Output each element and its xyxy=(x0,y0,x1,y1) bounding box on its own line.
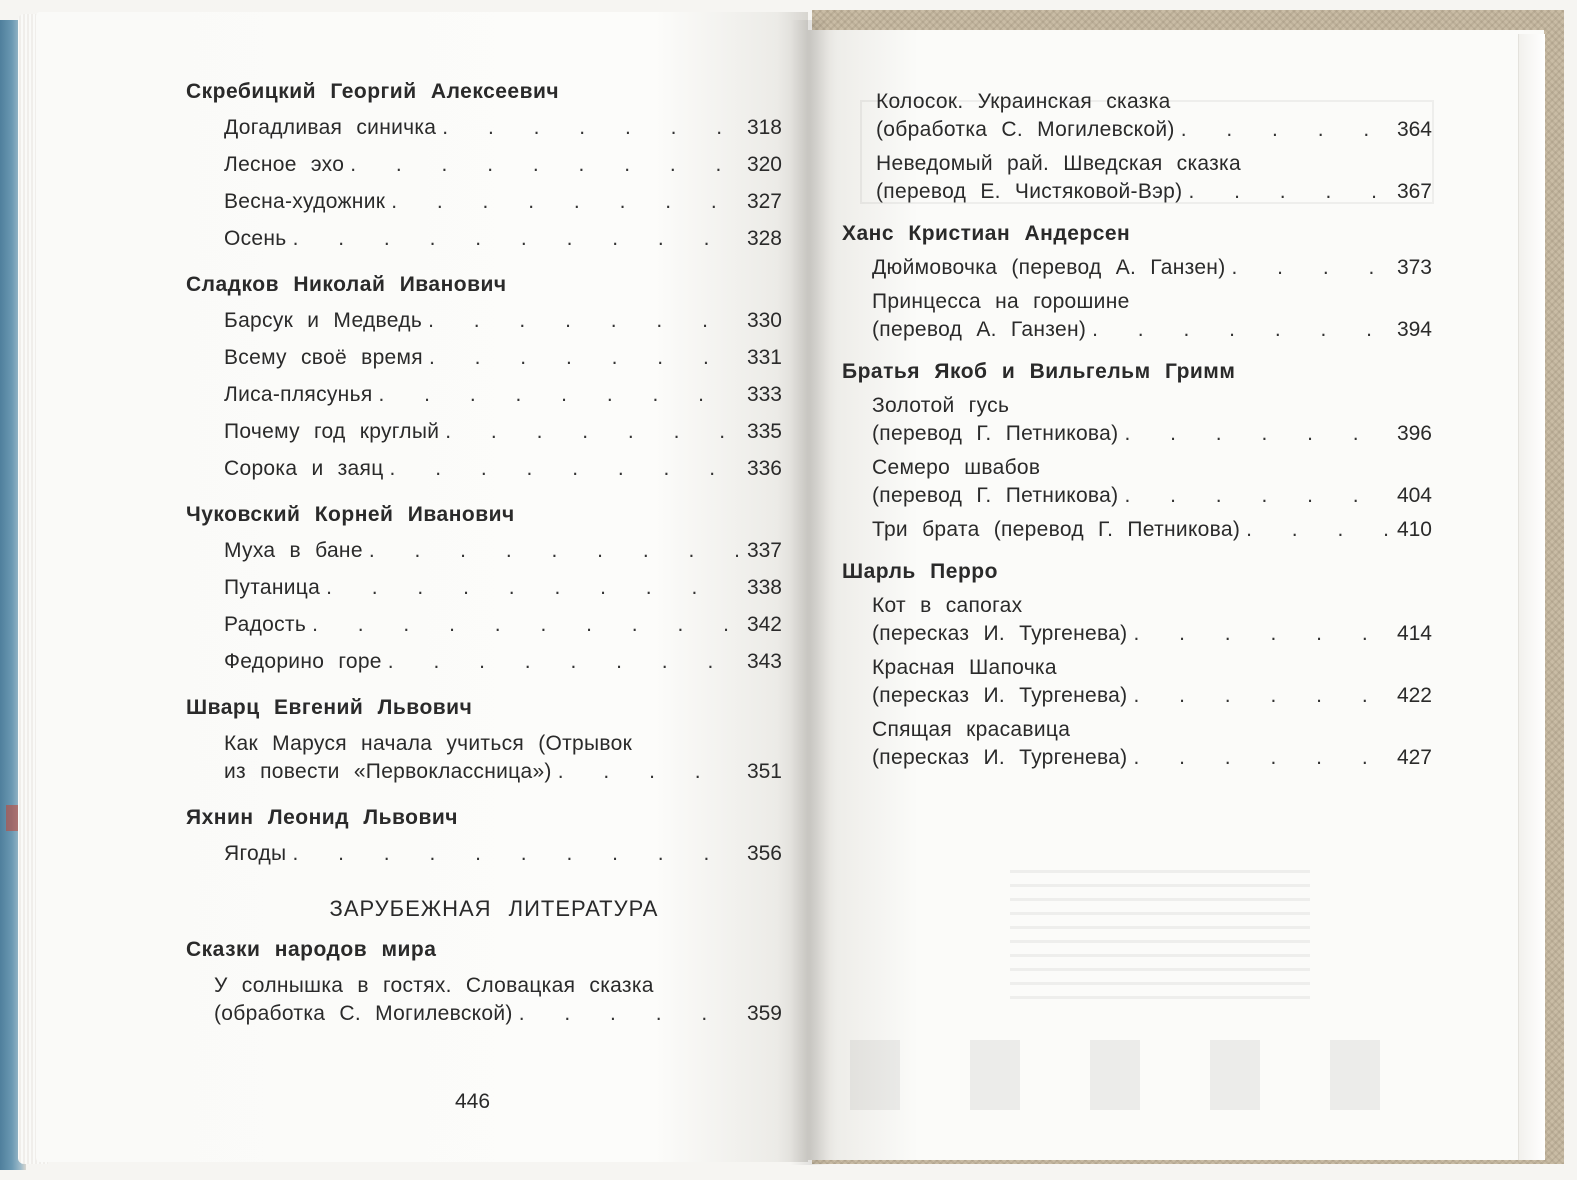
leader-dots xyxy=(391,188,738,216)
entry-page-number: 338 xyxy=(746,576,782,599)
toc-entry-line xyxy=(224,114,782,142)
toc-entry xyxy=(224,381,782,409)
toc-entry xyxy=(224,188,782,216)
leader-dots xyxy=(369,537,738,565)
toc-entry-line xyxy=(872,744,1432,772)
spine-shadow xyxy=(790,20,830,1165)
toc-entry-line xyxy=(224,418,782,446)
show-through-lines xyxy=(1010,870,1310,1000)
toc-entry-line xyxy=(872,454,1432,482)
leader-dots xyxy=(445,418,738,446)
entry-title: Осень xyxy=(224,227,287,250)
toc-entry-line xyxy=(224,344,782,372)
entry-page-number: 330 xyxy=(746,309,782,332)
toc-entry-line xyxy=(224,611,782,639)
toc-entry-line xyxy=(872,316,1432,344)
toc-entry xyxy=(876,88,1432,144)
author-heading: Шварц Евгений Львович xyxy=(186,696,473,719)
leader-dots xyxy=(1133,620,1388,648)
entry-page-number: 337 xyxy=(746,539,782,562)
toc-entry-line xyxy=(872,516,1432,544)
entry-title: Путаница xyxy=(224,576,321,599)
entry-title: (пересказ И. Тургенева) xyxy=(872,684,1128,707)
toc-entry-line xyxy=(872,620,1432,648)
toc-entry xyxy=(214,972,782,1028)
entry-title: Спящая красавица xyxy=(872,718,1071,741)
leader-dots xyxy=(1133,682,1388,710)
toc-entry xyxy=(224,537,782,565)
leader-dots xyxy=(1232,254,1389,282)
entry-page-number: 336 xyxy=(746,457,782,480)
toc-entry-line xyxy=(872,288,1432,316)
toc-entry-line xyxy=(224,381,782,409)
entry-title: (обработка С. Могилевской) xyxy=(214,1002,513,1025)
toc-entry xyxy=(224,455,782,483)
page-number: 446 xyxy=(455,1090,491,1113)
toc-entry-line xyxy=(224,758,782,786)
leader-dots xyxy=(326,574,738,602)
toc-entry-line xyxy=(224,225,782,253)
toc-entry-line xyxy=(214,972,782,1000)
toc-entry-line xyxy=(872,716,1432,744)
toc-entry-line xyxy=(224,840,782,868)
leader-dots xyxy=(350,151,738,179)
leader-dots xyxy=(1181,116,1388,144)
toc-entry xyxy=(872,654,1432,710)
entry-title: Золотой гусь xyxy=(872,394,1010,417)
right-page-edge xyxy=(1518,34,1545,1160)
entry-page-number: 364 xyxy=(1396,118,1432,141)
leader-dots xyxy=(1092,316,1388,344)
entry-page-number: 414 xyxy=(1396,622,1432,645)
leader-dots xyxy=(558,758,738,786)
leader-dots xyxy=(292,840,738,868)
toc-entry xyxy=(872,516,1432,544)
entry-title: (перевод Е. Чистяковой-Вэр) xyxy=(876,180,1183,203)
leader-dots xyxy=(442,114,738,142)
toc-entry xyxy=(224,418,782,446)
entry-page-number: 328 xyxy=(746,227,782,250)
leader-dots xyxy=(1133,744,1388,772)
leader-dots xyxy=(312,611,738,639)
entry-title: Лесное эхо xyxy=(224,153,345,176)
toc-entry-line xyxy=(872,682,1432,710)
entry-title: Как Маруся начала учиться (Отрывок xyxy=(224,732,633,755)
entry-page-number: 351 xyxy=(746,760,782,783)
author-heading: Сказки народов мира xyxy=(186,938,437,961)
entry-title: Неведомый рай. Шведская сказка xyxy=(876,152,1241,175)
toc-entry xyxy=(224,225,782,253)
leader-dots xyxy=(390,455,738,483)
toc-entry xyxy=(224,344,782,372)
entry-page-number: 373 xyxy=(1396,256,1432,279)
toc-entry-line xyxy=(214,1000,782,1028)
toc-entry xyxy=(224,574,782,602)
entry-title: Кот в сапогах xyxy=(872,594,1023,617)
entry-title: Муха в бане xyxy=(224,539,363,562)
toc-entry-line xyxy=(224,730,782,758)
toc-entry-line xyxy=(876,116,1432,144)
show-through-qr-codes xyxy=(850,1040,1410,1110)
entry-title: Колосок. Украинская сказка xyxy=(876,90,1171,113)
entry-title: Семеро швабов xyxy=(872,456,1041,479)
leader-dots xyxy=(379,381,739,409)
entry-page-number: 318 xyxy=(746,116,782,139)
author-heading: Братья Якоб и Вильгельм Гримм xyxy=(842,360,1236,383)
toc-entry-line xyxy=(872,420,1432,448)
entry-page-number: 327 xyxy=(746,190,782,213)
toc-entry-line xyxy=(224,537,782,565)
toc-entry xyxy=(224,730,782,786)
entry-page-number: 396 xyxy=(1396,422,1432,445)
entry-page-number: 359 xyxy=(746,1002,782,1025)
entry-page-number: 410 xyxy=(1396,518,1432,541)
toc-entry-line xyxy=(872,254,1432,282)
table-of-contents-left xyxy=(186,80,782,1028)
section-heading: ЗАРУБЕЖНАЯ ЛИТЕРАТУРА xyxy=(329,896,659,921)
toc-entry xyxy=(872,254,1432,282)
entry-title: Догадливая синичка xyxy=(224,116,437,139)
entry-title: Красная Шапочка xyxy=(872,656,1057,679)
entry-title: Весна-художник xyxy=(224,190,386,213)
toc-entry-line xyxy=(224,307,782,335)
entry-title: Всему своё время xyxy=(224,346,423,369)
entry-page-number: 335 xyxy=(746,420,782,443)
entry-page-number: 367 xyxy=(1396,180,1432,203)
entry-title: (обработка С. Могилевской) xyxy=(876,118,1175,141)
toc-entry xyxy=(224,840,782,868)
leader-dots xyxy=(428,307,738,335)
table-of-contents-right xyxy=(842,88,1432,772)
toc-entry xyxy=(224,114,782,142)
toc-entry-line xyxy=(224,151,782,179)
leader-dots xyxy=(1246,516,1388,544)
entry-title: Радость xyxy=(224,613,307,636)
entry-title: (пересказ И. Тургенева) xyxy=(872,746,1128,769)
leader-dots xyxy=(388,648,738,676)
toc-entry xyxy=(224,648,782,676)
entry-title: (перевод Г. Петникова) xyxy=(872,422,1119,445)
entry-page-number: 404 xyxy=(1396,484,1432,507)
author-heading: Яхнин Леонид Львович xyxy=(186,806,459,829)
leader-dots xyxy=(1124,482,1388,510)
toc-entry-line xyxy=(872,592,1432,620)
leader-dots xyxy=(1188,178,1388,206)
entry-title: Дюймовочка (перевод А. Ганзен) xyxy=(872,256,1226,279)
toc-entry-line xyxy=(224,188,782,216)
entry-title: Три брата (перевод Г. Петникова) xyxy=(872,518,1241,541)
leader-dots xyxy=(293,225,738,253)
author-heading: Скребицкий Георгий Алексеевич xyxy=(186,80,560,103)
toc-entry-line xyxy=(876,150,1432,178)
entry-page-number: 342 xyxy=(746,613,782,636)
author-heading: Чуковский Корней Иванович xyxy=(186,503,515,526)
entry-page-number: 427 xyxy=(1396,746,1432,769)
entry-title: Лиса-плясунья xyxy=(224,383,373,406)
entry-page-number: 333 xyxy=(746,383,782,406)
entry-title: (перевод Г. Петникова) xyxy=(872,484,1119,507)
toc-entry xyxy=(224,307,782,335)
toc-entry xyxy=(876,150,1432,206)
author-heading: Ханс Кристиан Андерсен xyxy=(842,222,1131,245)
toc-entry-line xyxy=(872,482,1432,510)
entry-title: Ягоды xyxy=(224,842,287,865)
author-heading: Шарль Перро xyxy=(842,560,998,583)
leader-dots xyxy=(1124,420,1388,448)
toc-entry-line xyxy=(224,574,782,602)
toc-entry xyxy=(224,611,782,639)
entry-title: У солнышка в гостях. Словацкая сказка xyxy=(214,974,654,997)
toc-entry-line xyxy=(872,392,1432,420)
entry-title: Барсук и Медведь xyxy=(224,309,423,332)
toc-entry-line xyxy=(872,654,1432,682)
entry-page-number: 356 xyxy=(746,842,782,865)
entry-page-number: 422 xyxy=(1396,684,1432,707)
toc-entry-line xyxy=(224,648,782,676)
entry-page-number: 394 xyxy=(1396,318,1432,341)
entry-page-number: 343 xyxy=(746,650,782,673)
toc-entry-line xyxy=(224,455,782,483)
author-heading: Сладков Николай Иванович xyxy=(186,273,507,296)
entry-title: Принцесса на горошине xyxy=(872,290,1130,313)
entry-title: (перевод А. Ганзен) xyxy=(872,318,1087,341)
entry-title: Почему год круглый xyxy=(224,420,440,443)
entry-page-number: 320 xyxy=(746,153,782,176)
entry-title: Сорока и заяц xyxy=(224,457,384,480)
entry-title: Федорино горе xyxy=(224,650,382,673)
toc-entry xyxy=(872,716,1432,772)
leader-dots xyxy=(519,1000,738,1028)
toc-entry xyxy=(872,392,1432,448)
leader-dots xyxy=(429,344,738,372)
toc-entry-line xyxy=(876,178,1432,206)
toc-entry-line xyxy=(876,88,1432,116)
toc-entry xyxy=(872,288,1432,344)
entry-page-number: 331 xyxy=(746,346,782,369)
toc-entry xyxy=(872,592,1432,648)
toc-entry xyxy=(872,454,1432,510)
toc-entry xyxy=(224,151,782,179)
entry-title: из повести «Первоклассница») xyxy=(224,760,552,783)
entry-title: (пересказ И. Тургенева) xyxy=(872,622,1128,645)
